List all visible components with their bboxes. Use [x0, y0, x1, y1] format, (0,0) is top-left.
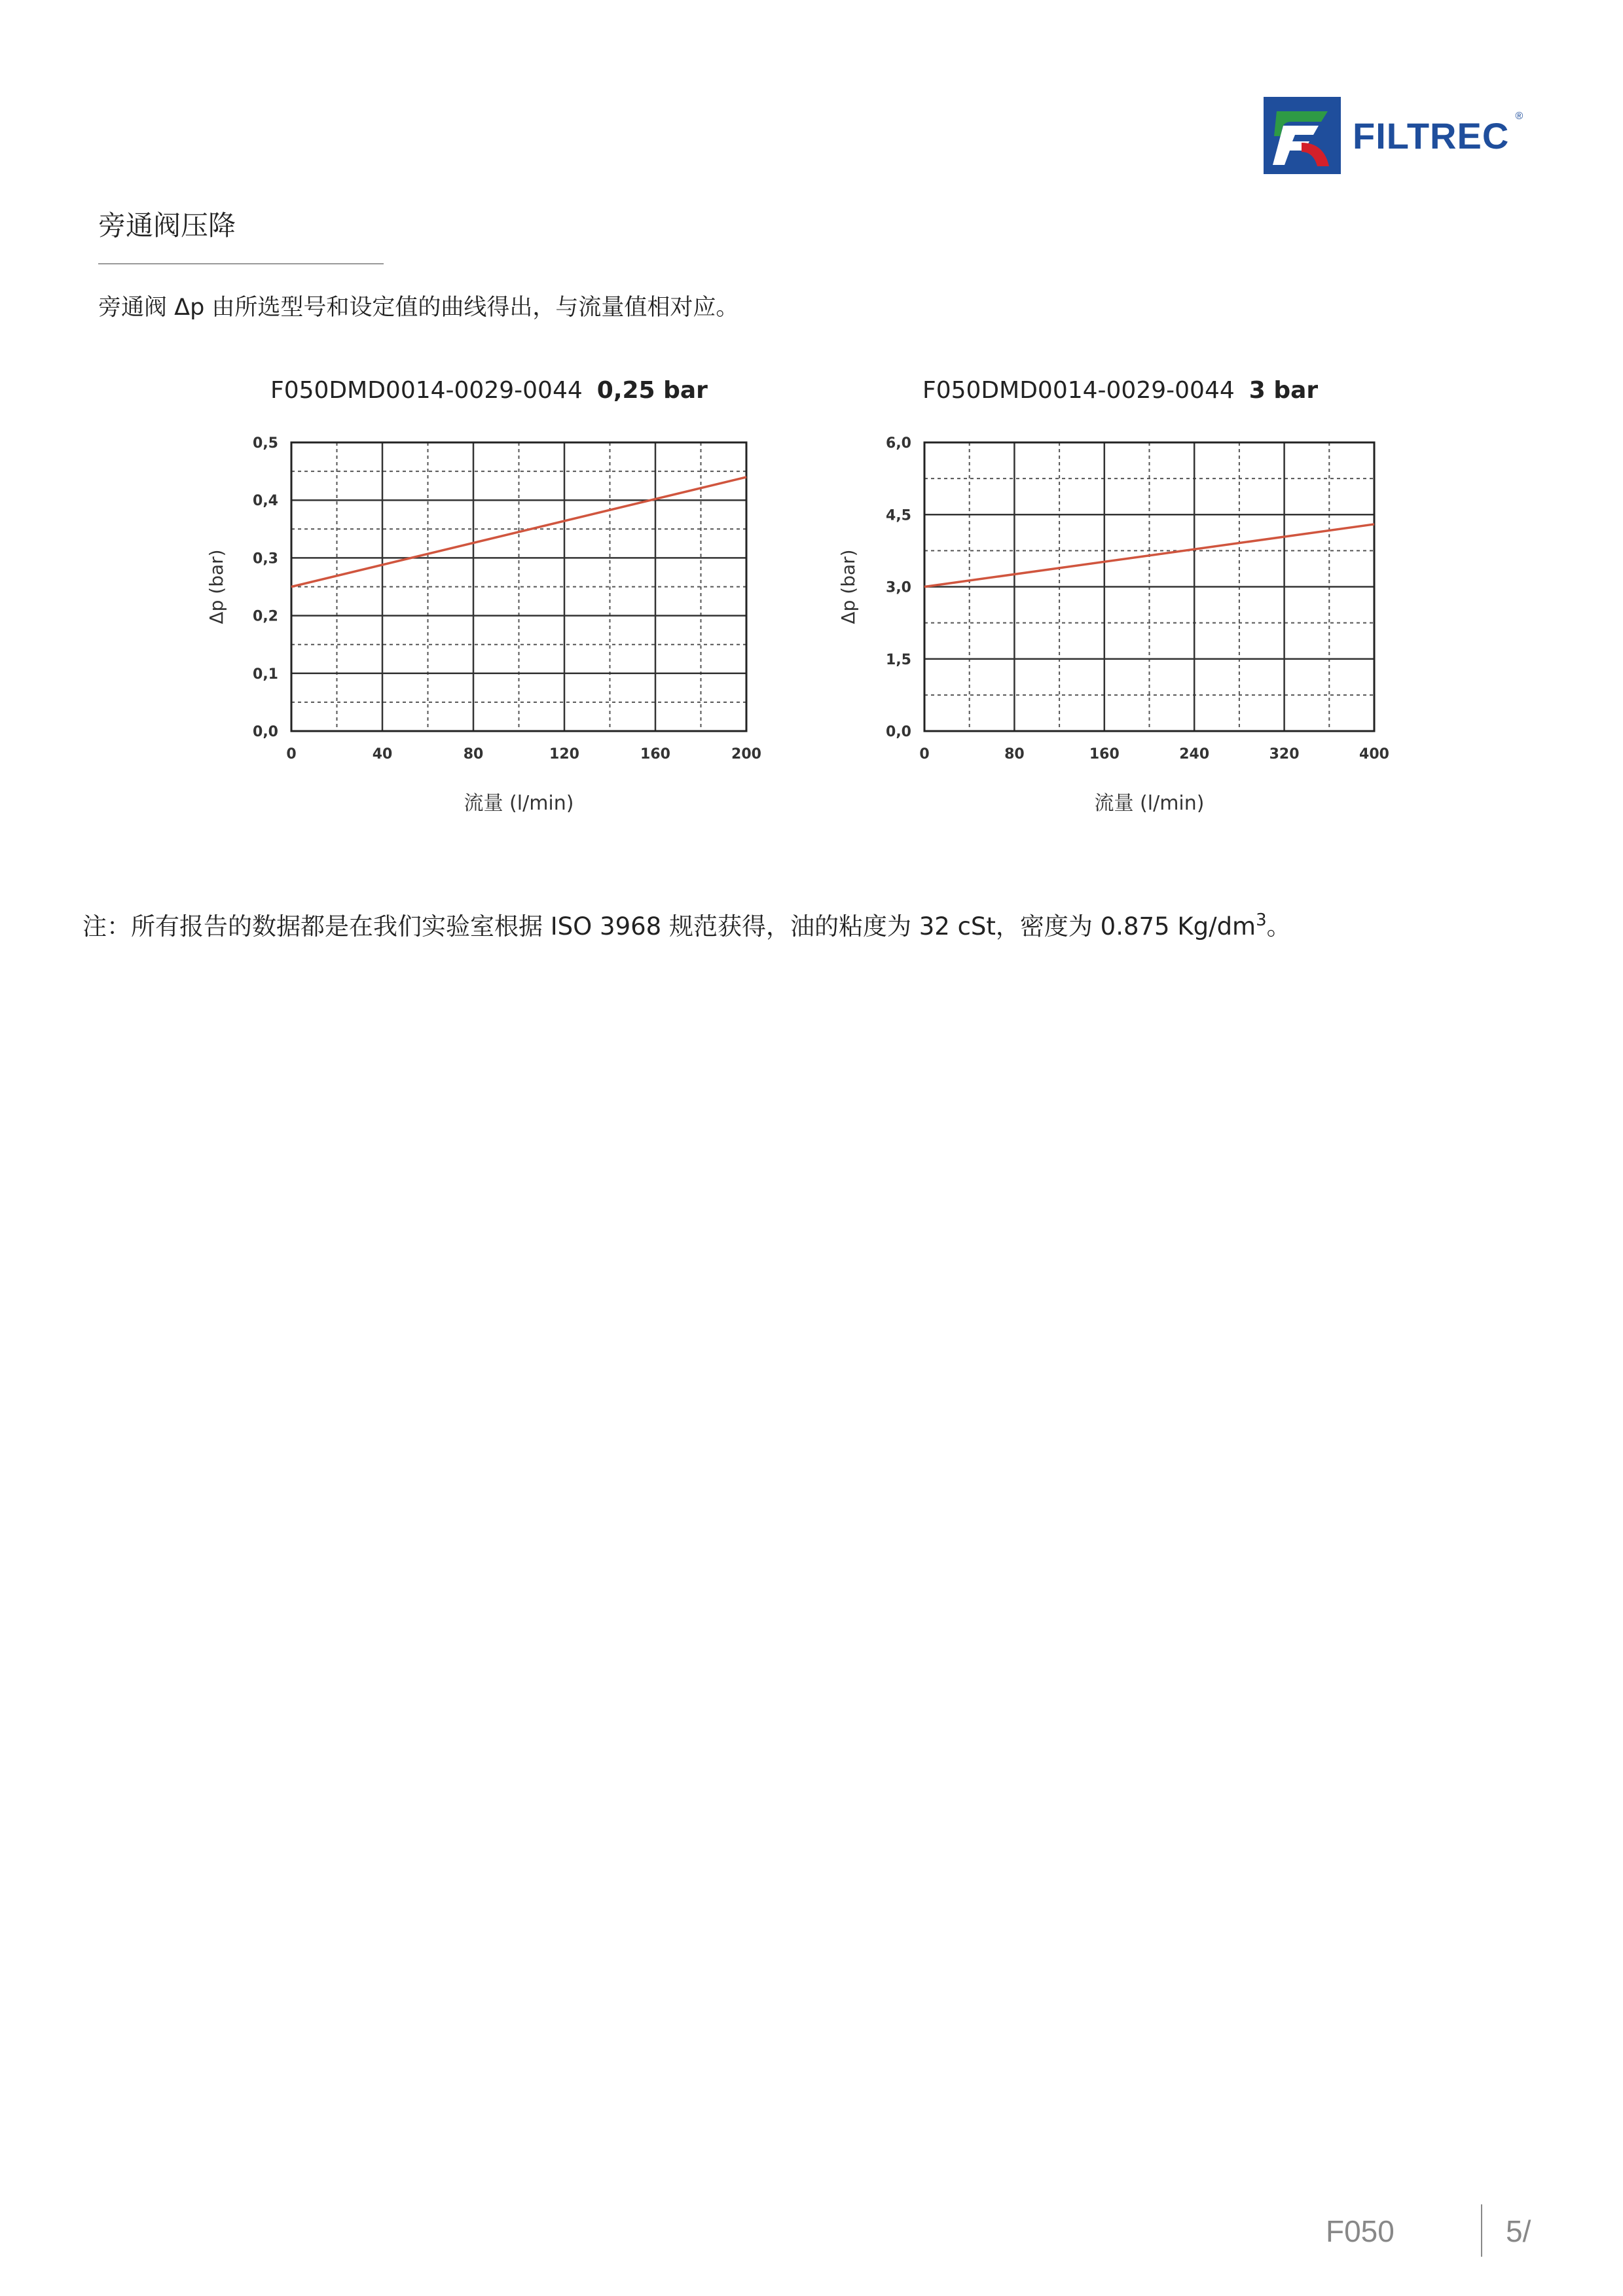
pressure-drop-line [291, 477, 746, 587]
y-tick-label: 4,5 [886, 507, 911, 524]
x-tick-label: 80 [463, 746, 484, 762]
x-tick-label: 240 [1179, 746, 1210, 762]
chart-2-title-row [922, 377, 1318, 404]
pressure-drop-line [924, 524, 1374, 587]
y-tick-label: 6,0 [886, 435, 911, 452]
note-superscript: 3 [1256, 910, 1267, 930]
y-tick-label: 0,1 [253, 666, 278, 683]
y-tick-label: 1,5 [886, 651, 911, 668]
brand-name: FILTREC ® [1353, 110, 1524, 156]
y-tick-label: 0,0 [886, 724, 911, 740]
note-suffix: 。 [1266, 912, 1291, 941]
chart-1-title-row [270, 377, 708, 404]
x-tick-label: 40 [372, 746, 393, 762]
y-axis-label: Δp (bar) [206, 549, 227, 624]
x-tick-label: 400 [1359, 746, 1389, 762]
x-axis-label: 流量 (l/min) [1094, 792, 1205, 815]
y-axis-label: Δp (bar) [837, 549, 859, 624]
x-axis-label: 流量 (l/min) [464, 792, 574, 815]
chart-1-setting: 0,25 bar [596, 377, 708, 404]
x-tick-label: 200 [731, 746, 761, 762]
footer-separator [1481, 2204, 1482, 2257]
x-tick-label: 120 [549, 746, 579, 762]
footer-page-number: 5/ [1506, 2214, 1531, 2248]
x-tick-label: 160 [640, 746, 670, 762]
x-tick-label: 320 [1269, 746, 1300, 762]
footer-product-code: F050 [1326, 2214, 1395, 2248]
x-tick-label: 0 [286, 746, 297, 762]
filtrec-logo [1264, 97, 1524, 174]
x-tick-label: 0 [919, 746, 930, 762]
intro-text: 旁通阀 Δp 由所选型号和设定值的曲线得出，与流量值相对应。 [98, 295, 739, 321]
y-tick-label: 0,2 [253, 608, 278, 625]
filtrec-logo-icon [1264, 97, 1341, 174]
section-title: 旁通阀压降 [98, 209, 236, 242]
note-text: 注：所有报告的数据都是在我们实验室根据 ISO 3968 规范获得，油的粘度为 32 cSt，密度为 0.875 Kg/dm [82, 912, 1256, 941]
y-tick-label: 0,5 [253, 435, 278, 452]
x-tick-label: 160 [1089, 746, 1120, 762]
y-tick-label: 0,3 [253, 550, 278, 567]
section-title-rule [98, 263, 384, 264]
chart-1-title: F050DMD0014-0029-0044 [270, 377, 583, 404]
y-tick-label: 3,0 [886, 579, 911, 596]
chart-2-title: F050DMD0014-0029-0044 [922, 377, 1235, 404]
y-tick-label: 0,4 [253, 493, 278, 510]
chart-2-plot [828, 432, 1417, 825]
y-tick-label: 0,0 [253, 724, 278, 740]
registered-mark: ® [1515, 110, 1524, 122]
x-tick-label: 80 [1004, 746, 1025, 762]
measurement-note [82, 906, 1291, 942]
chart-2-setting: 3 bar [1249, 377, 1319, 404]
chart-1-plot [196, 432, 786, 825]
